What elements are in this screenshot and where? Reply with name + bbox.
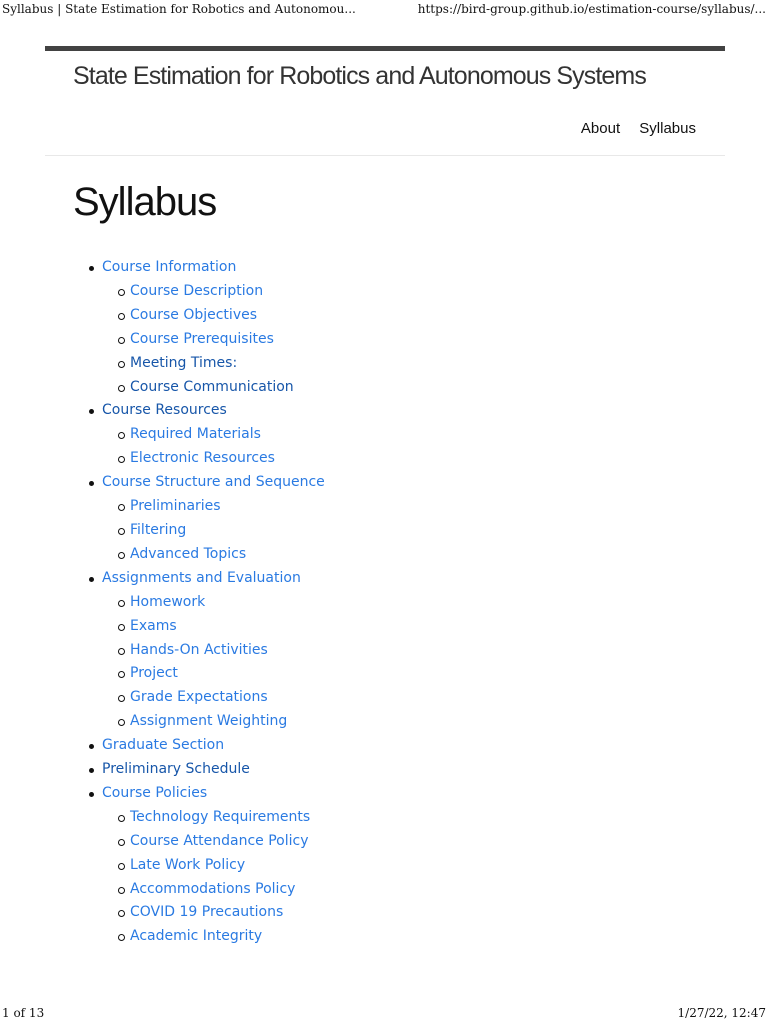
print-page-number: 1 of 13: [2, 1006, 45, 1020]
top-rule: [45, 46, 725, 51]
page-title: Syllabus: [73, 180, 217, 224]
toc-subitem-link[interactable]: Accommodations Policy: [130, 880, 296, 897]
toc-subitem-link[interactable]: Course Communication: [130, 378, 294, 395]
toc-subitem-link[interactable]: Required Materials: [130, 426, 261, 443]
toc-sublist: [102, 495, 325, 567]
toc-subitem: [102, 639, 325, 663]
toc-subitem: [102, 662, 325, 686]
toc-section: [73, 567, 325, 734]
toc-subitem-link[interactable]: Meeting Times:: [130, 354, 238, 371]
toc-sublist: [102, 806, 325, 949]
toc-subitem: [102, 615, 325, 639]
toc-subitem: [102, 591, 325, 615]
toc-sublist: [102, 591, 325, 734]
toc-section: [73, 758, 325, 782]
toc-subitem: [102, 352, 325, 376]
header-divider: [45, 155, 725, 156]
toc-subitem: [102, 878, 325, 902]
toc-section: [73, 399, 325, 471]
toc-section: [73, 782, 325, 949]
toc-subitem: [102, 686, 325, 710]
toc-subitem-link[interactable]: Technology Requirements: [130, 808, 311, 825]
toc-subitem: [102, 328, 325, 352]
print-header: [0, 0, 770, 20]
toc-subitem: [102, 543, 325, 567]
toc-subitem-link[interactable]: Preliminaries: [130, 498, 221, 515]
toc-subitem-link[interactable]: Course Prerequisites: [130, 330, 274, 347]
toc-subitem-link[interactable]: Exams: [130, 617, 177, 634]
toc-section-link[interactable]: Course Information: [102, 259, 237, 275]
toc-section: [73, 734, 325, 758]
site-title-link[interactable]: State Estimation for Robotics and Autonomous Systems: [73, 62, 646, 90]
toc-section-link[interactable]: Assignments and Evaluation: [102, 569, 301, 586]
toc-section-link[interactable]: Graduate Section: [102, 737, 225, 754]
toc-subitem: [102, 830, 325, 854]
toc-subitem: [102, 519, 325, 543]
toc-subitem: [102, 495, 325, 519]
toc-subitem-link[interactable]: Course Objectives: [130, 306, 258, 323]
toc-subitem-link[interactable]: Course Attendance Policy: [130, 832, 309, 849]
toc-subitem-link[interactable]: Filtering: [130, 521, 187, 538]
toc-subitem-link[interactable]: Grade Expectations: [130, 689, 268, 706]
toc-sublist: [102, 423, 325, 471]
toc-subitem: [102, 710, 325, 734]
toc-section-link[interactable]: Course Policies: [102, 784, 208, 801]
table-of-contents: [73, 256, 325, 949]
toc-subitem-link[interactable]: Advanced Topics: [130, 545, 247, 562]
toc-subitem: [102, 925, 325, 949]
toc-sublist: [102, 280, 325, 400]
nav-link-syllabus[interactable]: Syllabus: [639, 120, 696, 137]
print-page-url: https://bird-group.github.io/estimation-course/syllabus/...: [417, 2, 766, 16]
print-date: 1/27/22, 12:47: [677, 1006, 766, 1020]
toc-section-link[interactable]: Course Resources: [102, 402, 227, 419]
toc-subitem-link[interactable]: COVID 19 Precautions: [130, 904, 284, 921]
nav-link-about[interactable]: About: [580, 120, 621, 137]
toc-list: [73, 256, 325, 949]
toc-subitem: [102, 376, 325, 400]
toc-subitem-link[interactable]: Academic Integrity: [130, 928, 263, 945]
toc-section: [73, 471, 325, 567]
toc-subitem: [102, 304, 325, 328]
toc-subitem: [102, 423, 325, 447]
toc-subitem: [102, 806, 325, 830]
toc-section-link[interactable]: Course Structure and Sequence: [102, 474, 325, 491]
toc-subitem-link[interactable]: Hands-On Activities: [130, 641, 268, 658]
site-nav: [566, 120, 696, 137]
toc-subitem-link[interactable]: Homework: [130, 593, 206, 610]
toc-subitem-link[interactable]: Late Work Policy: [130, 856, 246, 873]
toc-subitem: [102, 280, 325, 304]
toc-section: [73, 256, 325, 399]
toc-subitem-link[interactable]: Electronic Resources: [130, 450, 275, 467]
toc-subitem-link[interactable]: Course Description: [130, 282, 264, 299]
toc-subitem: [102, 447, 325, 471]
toc-section-link[interactable]: Preliminary Schedule: [102, 761, 250, 778]
toc-subitem-link[interactable]: Assignment Weighting: [130, 713, 288, 730]
print-footer: [0, 1004, 770, 1024]
print-page-title: Syllabus | State Estimation for Robotics and Autonomou...: [2, 2, 356, 16]
toc-subitem: [102, 901, 325, 925]
toc-subitem: [102, 854, 325, 878]
toc-subitem-link[interactable]: Project: [130, 665, 178, 682]
